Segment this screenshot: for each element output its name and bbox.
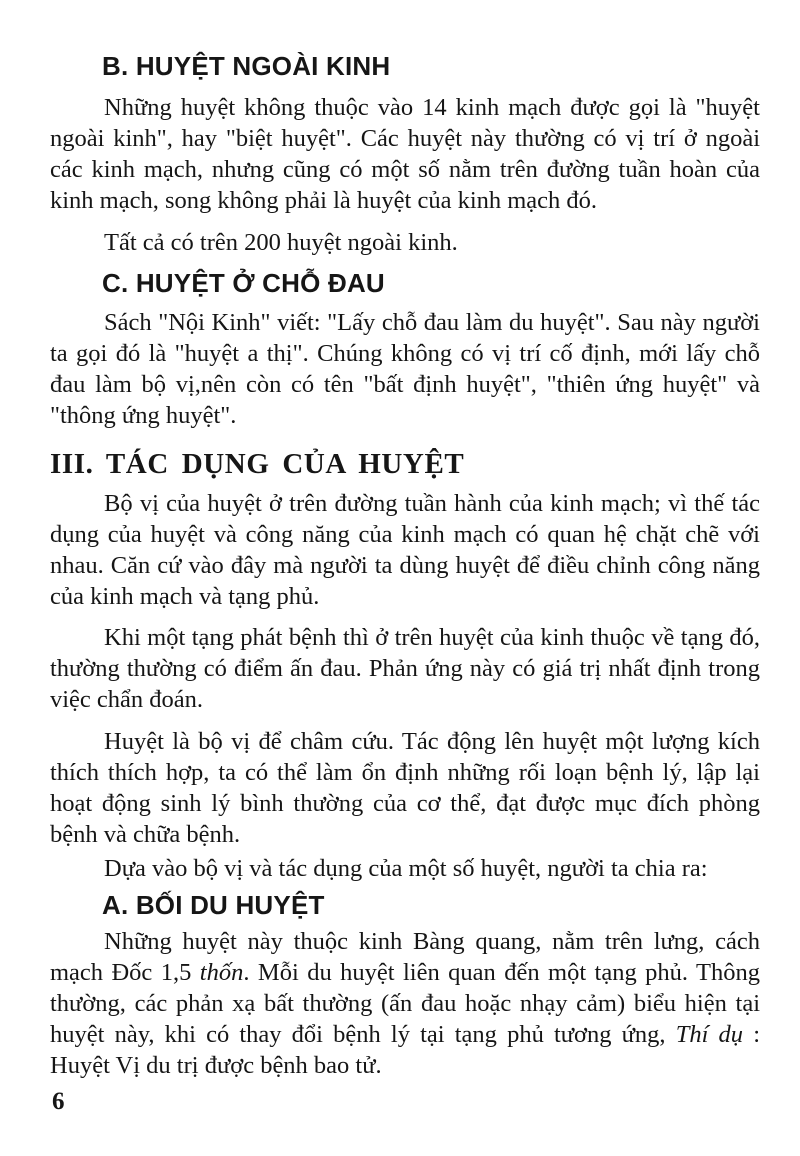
paragraph-boi-du-huyet — [50, 926, 760, 1081]
paragraph-tac-dung-1: Bộ vị của huyệt ở trên đường tuần hành của kinh mạch; vì thế tác dụng của huyệt và công năng của kinh mạch có quan hệ chặt chẽ với nhau. Căn cứ vào đây mà người ta dùng huyệt để điều chỉnh công năng của kinh mạch và tạng phủ. — [50, 490, 760, 610]
paragraph-huyet-o-cho-dau: Sách "Nội Kinh" viết: "Lấy chỗ đau làm du huyệt". Sau này người ta gọi đó là "huyệt a thị". Chúng không có vị trí cố định, mới lấy chỗ đau làm bộ vị,nên còn có tên "bất định huyệt", "thiên ứng huyệt" và "thông ứng huyệt". — [50, 309, 760, 429]
heading-huyet-o-cho-dau: C. HUYỆT Ở CHỖ ĐAU — [102, 268, 385, 298]
heading-boi-du-huyet: A. BỐI DU HUYỆT — [102, 890, 325, 920]
text-run: : Huyệt Vị du trị được bệnh bao tử. — [50, 1021, 760, 1079]
paragraph-huyet-ngoai-kinh: Những huyệt không thuộc vào 14 kinh mạch được gọi là "huyệt ngoài kinh", hay "biệt huyệt". Các huyệt này thường có vị trí ở ngoài các kinh mạch, nhưng cũng có một số nằm trên đường tuần hoàn của kinh mạch, song không phải là huyệt của kinh mạch đó. — [50, 94, 760, 214]
heading-tac-dung-cua-huyet: III. TÁC DỤNG CỦA HUYỆT — [50, 448, 465, 480]
text-run: . Mỗi du huyệt liên quan đến một tạng phủ. Thông thường, các phản xạ bất thường (ấn đau hoặc nhạy cảm) biểu hiện tại huyệt này, khi có thay đổi bệnh lý tại tạng phủ tương ứng, — [50, 959, 761, 1048]
italic-text-run: Thí dụ — [675, 1021, 744, 1048]
page-number: 6 — [52, 1088, 65, 1115]
paragraph-tat-ca-200-huyet: Tất cả có trên 200 huyệt ngoài kinh. — [104, 229, 458, 256]
paragraph-dua-vao-bo-vi: Dựa vào bộ vị và tác dụng của một số huyệt, người ta chia ra: — [104, 855, 708, 882]
page-content — [50, 50, 760, 1081]
italic-text-run: thốn — [199, 959, 244, 986]
paragraph-tac-dung-3: Huyệt là bộ vị để châm cứu. Tác động lên huyệt một lượng kích thích thích hợp, ta có thể làm ổn định những rối loạn bệnh lý, lập lại hoạt động sinh lý bình thường của cơ thể, đạt được mục đích phòng bệnh và chữa bệnh. — [50, 728, 760, 848]
text-run: Những huyệt này thuộc kinh Bàng quang, nằm trên lưng, cách mạch Đốc 1,5 — [50, 928, 760, 986]
heading-huyet-ngoai-kinh: B. HUYỆT NGOÀI KINH — [102, 51, 391, 81]
paragraph-tac-dung-2: Khi một tạng phát bệnh thì ở trên huyệt của kinh thuộc về tạng đó, thường thường có điểm ấn đau. Phản ứng này có giá trị nhất định trong việc chẩn đoán. — [50, 624, 760, 713]
